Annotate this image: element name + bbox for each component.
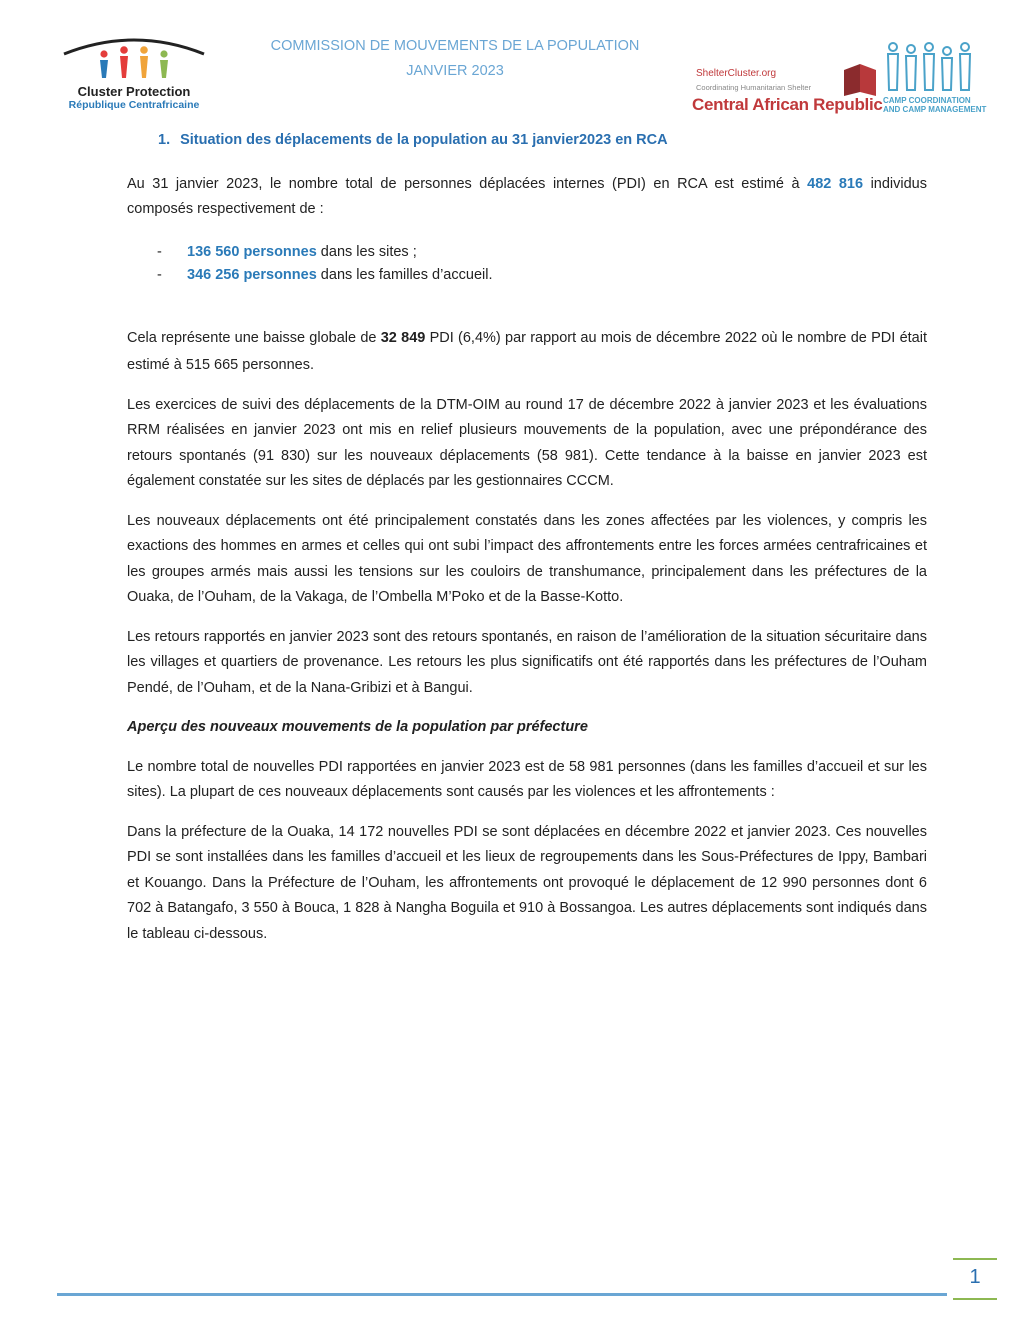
decline-value: 32 849 xyxy=(380,329,426,346)
section-title: Situation des déplacements de la population au 31 janvier2023 en RCA xyxy=(180,132,668,148)
header-title: COMMISSION DE MOUVEMENTS DE LA POPULATION xyxy=(270,38,640,54)
decline-text: Cela représente une baisse globale de xyxy=(127,329,381,346)
footer-rule xyxy=(57,1293,947,1296)
logo-title: Cluster Protection xyxy=(77,84,191,99)
paragraph: Les retours rapportés en janvier 2023 sont des retours spontanés, en raison de l’amélioration de la situation sécuritaire dans les villages et quartiers de provenance. Les retours les plus significatifs ont été rapportés dans les préfectures de l’Ouham Pendé, de l’Ouham, et de la Nana-Gribizi et à Bangui. xyxy=(127,628,927,696)
bullet-dash: - xyxy=(157,243,162,260)
bullet-value: 136 560 personnes xyxy=(187,243,317,260)
shelter-cluster-country: Central African Republic xyxy=(692,95,883,114)
decline-paragraph xyxy=(127,325,927,379)
paragraph: Les nouveaux déplacements ont été principalement constatés dans les zones affectées par les violences, y compris les exactions des hommes en armes et celles qui ont subi l’impact des affrontements entre les forces armées centrafricaines et les groupes armés mais aussi les tensions sur les couloirs de transhumance, principalement dans les préfectures de la Ouaka, de l’Ouham, de la Vakaga, de l’Ombella M’Poko et de la Basse-Kotto. xyxy=(127,512,927,605)
decline-text-end: PDI (6,4%) par rapport au mois de décembre 2022 où le nombre de PDI était estimé à 515 665 personnes. xyxy=(127,329,927,373)
subheading: Aperçu des nouveaux mouvements de la population par préfecture xyxy=(127,719,588,735)
document-body xyxy=(127,128,927,961)
shelter-cluster-site: ShelterCluster.org xyxy=(696,68,777,79)
section-number: 1. xyxy=(158,132,171,148)
section-heading xyxy=(158,128,927,154)
book-icon xyxy=(840,58,880,98)
cccm-line-2: AND CAMP MANAGEMENT xyxy=(883,105,987,114)
bullet-value: 346 256 personnes xyxy=(187,266,317,283)
paragraph: Les exercices de suivi des déplacements de la DTM-OIM au round 17 de décembre 2022 à janvier 2023 et les évaluations RRM réalisées en janvier 2023 ont mis en relief plusieurs mouvements de la population, avec une prépondérance des retours spontanés (91 830) sur les nouveaux déplacements (58 981). Cette tendance à la baisse en janvier 2023 est également constatée sur les sites de déplacés par les gestionnaires CCCM. xyxy=(127,396,927,489)
page-number: 1 xyxy=(969,1266,981,1288)
cluster-protection-logo xyxy=(58,32,210,114)
total-idp-value: 482 816 xyxy=(807,175,864,192)
logo-subtitle: République Centrafricaine xyxy=(68,99,200,111)
bullet-text: dans les familles d’accueil. xyxy=(316,266,493,283)
shelter-cluster-tagline: Coordinating Humanitarian Shelter xyxy=(696,83,812,92)
idp-breakdown-list xyxy=(127,241,927,287)
intro-paragraph xyxy=(127,172,927,223)
people-icon xyxy=(58,32,210,86)
page-number-box xyxy=(953,1258,997,1300)
paragraph: Le nombre total de nouvelles PDI rapportées en janvier 2023 est de 58 981 personnes (dans les familles d’accueil et sur les sites). La plupart de ces nouveaux déplacements sont causés par les violences et les affrontements : xyxy=(127,758,927,800)
cccm-line-1: CAMP COORDINATION xyxy=(883,96,971,105)
camp-people-icon xyxy=(883,40,983,94)
header-date: JANVIER 2023 xyxy=(406,63,504,79)
cccm-label xyxy=(883,96,986,114)
list-item xyxy=(127,264,927,287)
list-item xyxy=(127,241,927,264)
intro-text-end: individus composés respectivement de : xyxy=(127,175,927,217)
intro-text: Au 31 janvier 2023, le nombre total de personnes déplacées internes (PDI) en RCA est estimé à xyxy=(127,175,808,192)
bullet-dash: - xyxy=(157,266,162,283)
bullet-text: dans les sites ; xyxy=(316,243,417,260)
paragraph: Dans la préfecture de la Ouaka, 14 172 nouvelles PDI se sont déplacées en décembre 2022 et janvier 2023. Ces nouvelles PDI se sont installées dans les familles d’accueil et les lieux de regroupements dans les Sous-Préfectures de Ippy, Bambari et Kouango. Dans la Préfecture de l’Ouham, les affrontements ont provoqué le déplacement de 12 990 personnes dont 6 702 à Batangafo, 3 550 à Bouca, 1 828 à Nangha Boguila et 910 à Bossangoa. Les autres déplacements sont indiqués dans le tableau ci-dessous. xyxy=(127,823,927,942)
shelter-cluster-logo xyxy=(690,40,990,120)
